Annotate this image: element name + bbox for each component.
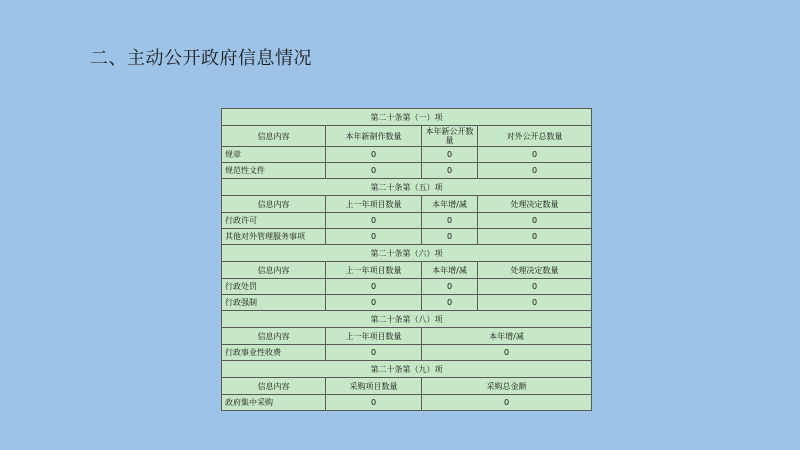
section-title: 第二十条第（八）项: [222, 311, 592, 328]
section-title: 第二十条第（五）项: [222, 179, 592, 196]
section-header-row: [222, 179, 592, 196]
cell-value: 0: [422, 213, 478, 229]
column-header-row: [222, 196, 592, 213]
column-header-row: [222, 328, 592, 345]
column-header: 本年增/减: [422, 196, 478, 213]
cell-value: 0: [478, 213, 592, 229]
row-label: 规章: [222, 147, 326, 163]
column-header: 上一年项目数量: [326, 328, 422, 345]
column-header: 采购项目数量: [326, 378, 422, 395]
table-row: [222, 229, 592, 245]
cell-value: 0: [422, 279, 478, 295]
table-row: [222, 163, 592, 179]
column-header: 上一年项目数量: [326, 196, 422, 213]
row-label: 行政事业性收费: [222, 345, 326, 361]
column-header: 本年新公开数量: [422, 126, 478, 147]
table-row: [222, 279, 592, 295]
column-header: 处理决定数量: [478, 196, 592, 213]
column-header: 信息内容: [222, 328, 326, 345]
table-row: [222, 147, 592, 163]
cell-value: 0: [422, 395, 592, 411]
cell-value: 0: [478, 163, 592, 179]
cell-value: 0: [326, 229, 422, 245]
cell-value: 0: [422, 295, 478, 311]
table-row: [222, 345, 592, 361]
section-header-row: [222, 311, 592, 328]
cell-value: 0: [326, 163, 422, 179]
cell-value: 0: [326, 147, 422, 163]
cell-value: 0: [422, 345, 592, 361]
column-header: 本年增/减: [422, 328, 592, 345]
column-header: 采购总金额: [422, 378, 592, 395]
column-header-row: [222, 378, 592, 395]
cell-value: 0: [478, 229, 592, 245]
section-header-row: [222, 361, 592, 378]
row-label: 政府集中采购: [222, 395, 326, 411]
row-label: 规范性文件: [222, 163, 326, 179]
column-header: 信息内容: [222, 126, 326, 147]
column-header: 信息内容: [222, 378, 326, 395]
cell-value: 0: [326, 213, 422, 229]
table-row: [222, 395, 592, 411]
cell-value: 0: [422, 163, 478, 179]
cell-value: 0: [326, 279, 422, 295]
column-header: 本年增/减: [422, 262, 478, 279]
cell-value: 0: [326, 295, 422, 311]
section-header-row: [222, 245, 592, 262]
section-title: 第二十条第（九）项: [222, 361, 592, 378]
disclosure-table: [221, 108, 592, 411]
cell-value: 0: [422, 147, 478, 163]
column-header-row: [222, 262, 592, 279]
column-header: 本年新制作数量: [326, 126, 422, 147]
cell-value: 0: [326, 395, 422, 411]
column-header: 对外公开总数量: [478, 126, 592, 147]
cell-value: 0: [422, 229, 478, 245]
page-title: 二、主动公开政府信息情况: [90, 48, 312, 69]
cell-value: 0: [478, 279, 592, 295]
cell-value: 0: [478, 147, 592, 163]
column-header-row: [222, 126, 592, 147]
column-header: 上一年项目数量: [326, 262, 422, 279]
section-title: 第二十条第（一）项: [222, 109, 592, 126]
row-label: 行政许可: [222, 213, 326, 229]
row-label: 行政处罚: [222, 279, 326, 295]
table-row: [222, 213, 592, 229]
section-header-row: [222, 109, 592, 126]
row-label: 行政强制: [222, 295, 326, 311]
table-row: [222, 295, 592, 311]
column-header: 信息内容: [222, 262, 326, 279]
column-header: 信息内容: [222, 196, 326, 213]
cell-value: 0: [478, 295, 592, 311]
column-header: 处理决定数量: [478, 262, 592, 279]
section-title: 第二十条第（六）项: [222, 245, 592, 262]
cell-value: 0: [326, 345, 422, 361]
row-label: 其他对外管理服务事项: [222, 229, 326, 245]
